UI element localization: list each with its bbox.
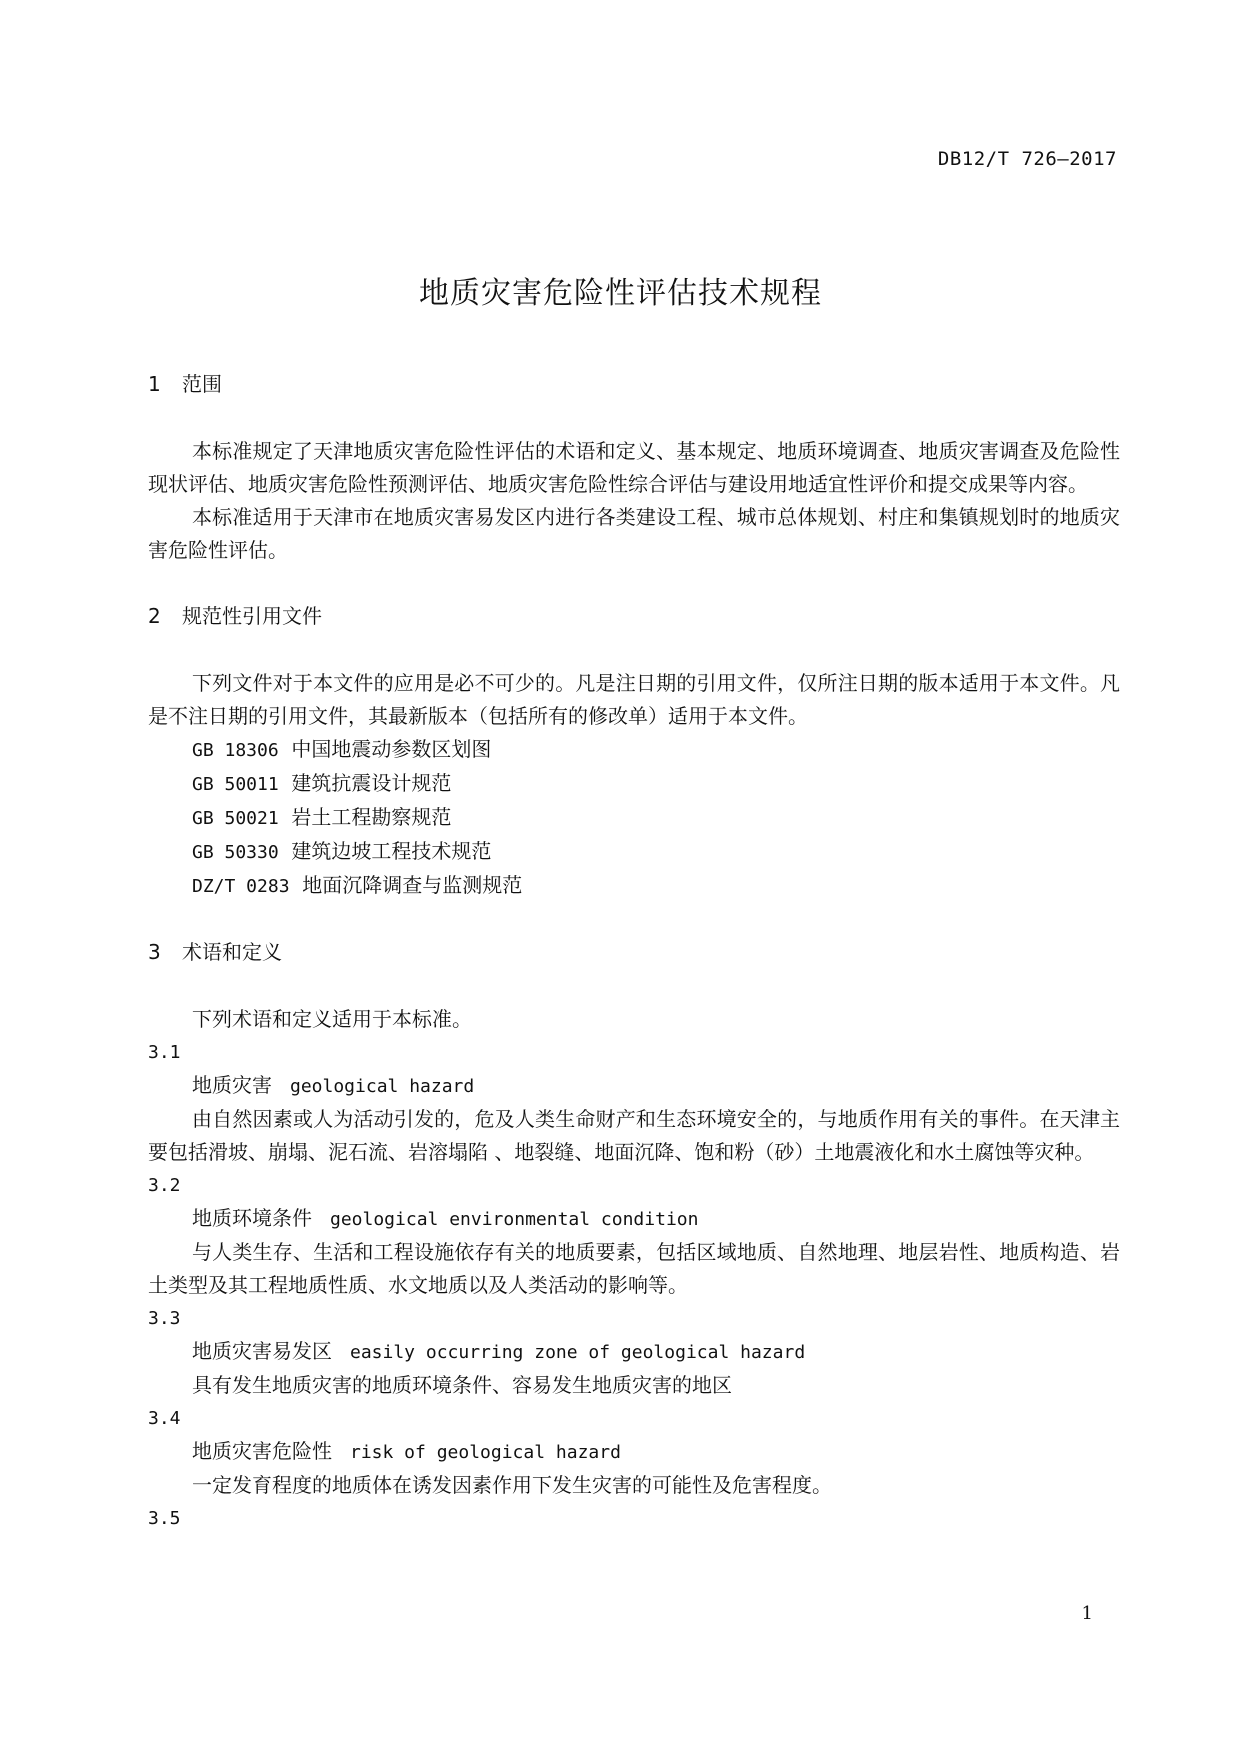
- term-zh: 地质灾害危险性: [192, 1439, 332, 1463]
- term-en: geological environmental condition: [330, 1209, 699, 1230]
- reference-item: [148, 801, 1120, 835]
- section-number: 1: [148, 372, 161, 396]
- section-heading-scope: [148, 368, 1120, 401]
- term-zh: 地质灾害易发区: [192, 1339, 332, 1363]
- section-number: 3: [148, 940, 161, 964]
- term-definition: 与人类生存、生活和工程设施依存有关的地质要素，包括区域地质、自然地理、地层岩性、地质构造、岩土类型及其工程地质性质、水文地质以及人类活动的影响等。: [148, 1240, 1120, 1297]
- reference-title: 建筑边坡工程技术规范: [291, 839, 492, 863]
- page-number: 1: [1081, 1603, 1093, 1624]
- term-entry: [148, 1335, 1120, 1369]
- reference-code: DZ/T 0283: [192, 876, 290, 897]
- term-definition: 一定发育程度的地质体在诱发因素作用下发生灾害的可能性及危害程度。: [192, 1473, 832, 1497]
- reference-title: 岩土工程勘察规范: [291, 805, 452, 829]
- reference-code: GB 18306: [192, 740, 279, 761]
- term-entry: [148, 1202, 1120, 1236]
- paragraph: 本标准适用于天津市在地质灾害易发区内进行各类建设工程、城市总体规划、村庄和集镇规划时的地质灾害危险性评估。: [148, 505, 1120, 562]
- term-entry: [148, 1435, 1120, 1469]
- reference-code: GB 50011: [192, 774, 279, 795]
- reference-title: 地面沉降调查与监测规范: [302, 873, 523, 897]
- section-title: 规范性引用文件: [182, 604, 322, 628]
- reference-title: 建筑抗震设计规范: [291, 771, 452, 795]
- clause-number: 3.1: [148, 1042, 181, 1063]
- term-zh: 地质灾害: [192, 1073, 272, 1097]
- reference-code: GB 50330: [192, 842, 279, 863]
- reference-item: [148, 733, 1120, 767]
- clause-number: 3.4: [148, 1408, 181, 1429]
- reference-item: [148, 869, 1120, 903]
- clause-number: 3.2: [148, 1175, 181, 1196]
- section-title: 术语和定义: [182, 940, 282, 964]
- reference-title: 中国地震动参数区划图: [291, 737, 492, 761]
- clause-number: 3.5: [148, 1508, 181, 1529]
- section-title: 范围: [182, 372, 222, 396]
- document-title: 地质灾害危险性评估技术规程: [419, 276, 822, 311]
- paragraph: 下列文件对于本文件的应用是必不可少的。凡是注日期的引用文件，仅所注日期的版本适用于本文件。凡是不注日期的引用文件，其最新版本（包括所有的修改单）适用于本文件。: [148, 671, 1120, 728]
- section-heading-normative-references: [148, 600, 1120, 633]
- term-en: easily occurring zone of geological hazard: [350, 1342, 806, 1363]
- document-number: DB12/T 726—2017: [937, 148, 1117, 170]
- section-number: 2: [148, 604, 161, 628]
- paragraph: 下列术语和定义适用于本标准。: [192, 1007, 472, 1031]
- term-zh: 地质环境条件: [192, 1206, 312, 1230]
- term-en: geological hazard: [290, 1076, 475, 1097]
- reference-item: [148, 835, 1120, 869]
- document-body: [148, 368, 1120, 1535]
- clause-number: 3.3: [148, 1308, 181, 1329]
- term-entry: [148, 1069, 1120, 1103]
- term-definition: 由自然因素或人为活动引发的，危及人类生命财产和生态环境安全的，与地质作用有关的事件。在天津主要包括滑坡、崩塌、泥石流、岩溶塌陷 、地裂缝、地面沉降、饱和粉（砂）土地震液化和水土腐蚀等灾种。: [148, 1107, 1120, 1164]
- term-en: risk of geological hazard: [350, 1442, 621, 1463]
- paragraph: 本标准规定了天津地质灾害危险性评估的术语和定义、基本规定、地质环境调查、地质灾害调查及危险性现状评估、地质灾害危险性预测评估、地质灾害危险性综合评估与建设用地适宜性评价和提交成果等内容。: [148, 439, 1120, 496]
- reference-item: [148, 767, 1120, 801]
- term-definition: 具有发生地质灾害的地质环境条件、容易发生地质灾害的地区: [192, 1373, 732, 1397]
- reference-code: GB 50021: [192, 808, 279, 829]
- section-heading-terms-and-definitions: [148, 936, 1120, 969]
